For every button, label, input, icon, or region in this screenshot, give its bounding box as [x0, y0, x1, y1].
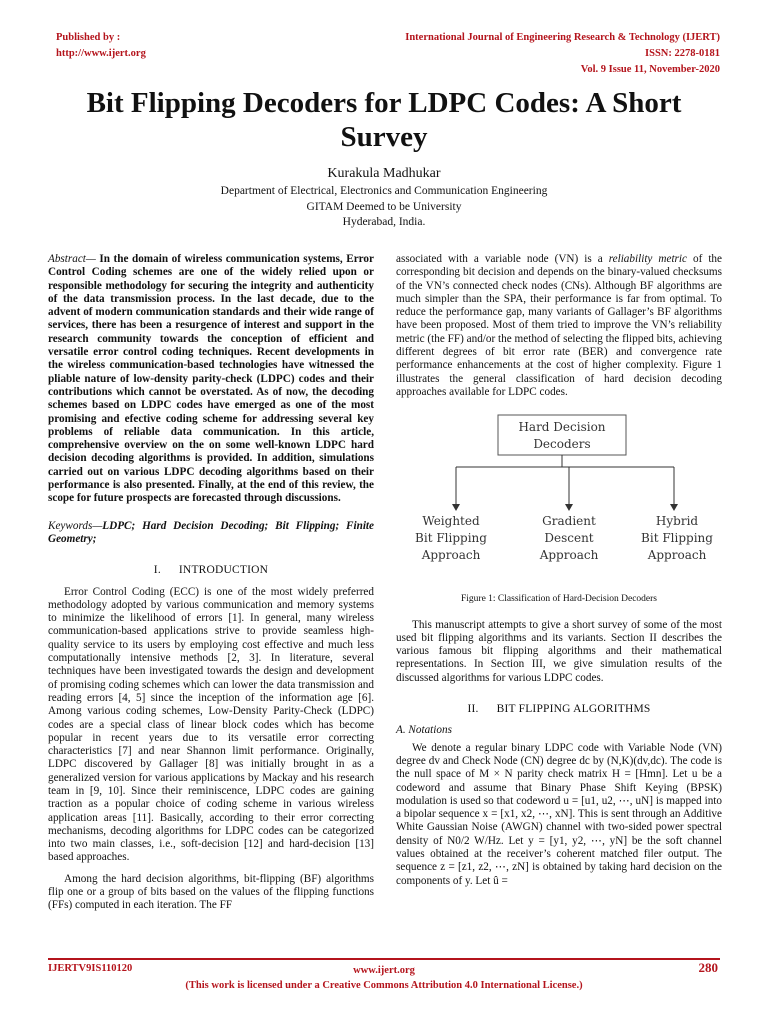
affiliation-line: Department of Electrical, Electronics and Communication Engineering [220, 185, 548, 197]
section-title: BIT FLIPPING ALGORITHMS [496, 703, 651, 716]
section-number: II. [467, 703, 479, 716]
published-by: Published by : [56, 32, 121, 43]
node-label-line: Approach [539, 548, 599, 563]
paper-id: IJERTV9IS110120 [48, 963, 133, 974]
text-run: of the corresponding bit decision and depends on the binary-valued checksums of the VN’s connected check nodes (CNs). Although BF algorithms are much simpler than the SPA, their performance is far from optimal. To reduce the performance gap, many variants of Gallager’s BF algorithms have been proposed. Most of them tried to improve the VN’s reliability metric (the FF) and/or the method of selecting the flipped bits, achieving different degrees of bit error rate (BER) and convergence rate performance enhancements at the cost of higher complexity. Figure 1 illustrates the general classification of hard decision decoding approaches available for LDPC codes. [396, 253, 722, 398]
affiliation [0, 184, 768, 231]
root-label-line: Decoders [533, 437, 591, 452]
arrow-middle [565, 504, 573, 511]
header-left [56, 30, 146, 62]
keywords [48, 520, 374, 547]
arrow-right [670, 504, 678, 511]
volume-issue: Vol. 9 Issue 11, November-2020 [580, 64, 720, 75]
section-heading-bit-flipping [396, 703, 722, 716]
paper-title: Bit Flipping Decoders for LDPC Codes: A Short Survey [86, 87, 682, 153]
node-label-line: Gradient [542, 514, 596, 529]
affiliation-line: GITAM Deemed to be University [306, 200, 462, 213]
notations-paragraph: We denote a regular binary LDPC code with Variable Node (VN) degree dv and Check Node (CN) degree dc by (N,K)(dv,dc). The code is the null space of M × N parity check matrix H = [Hmn]. Let u be a codeword and assume that Binary Phase Shift Keying (BPSK) modulation is used so that codeword u = [u1, u2, ⋯, uN] is mapped into a bipolar sequence x = [x1, x2, ⋯, xN]. This is sent through an Additive White Gaussian Noise (AWGN) channel with two-sided power spectral density of N0/2 W/Hz. Let y = [y1, y2, ⋯, yN] be the soft channel values obtained at the receiver’s coherent matched filer output. The sequence z = [z1, z2, ⋯, zN] is obtained by taking hard decision on the components of y. Let û = [396, 741, 722, 887]
abstract-text: In the domain of wireless communication systems, Error Control Coding schemes are one of the widely relied upon or responsible methodology for securing the integrity and authenticity of the data transmission process. In the last decade, due to the advent of modern communication standards and their wide range of services, there has been a resurgence of interest and support in the research community towards the conception of efficient and versatile error control coding techniques. Recent developments in the wireless communication-based technologies have witnessed the pliable nature of low-density parity-check (LDPC) codes and their contributions which cannot be overstated. As of now, the decoding schemes based on LDPC codes have emerged as one of the most promising and efective coding scheme for addressing several key problems of reliable data communication. In this article, comprehensive overview on the on some well-known LDPC hard decision decoding algorithms is provided. In addition, simulations carried out on various LDPC decoding algorithms based on their performance is also presented. Finally, at the end of this review, the scope for future prospects are forecasted through discussions. [48, 253, 374, 505]
section-title: INTRODUCTION [178, 564, 269, 577]
text-run: associated with a variable node (VN) is a [396, 253, 609, 265]
page-number: 280 [698, 960, 718, 975]
footer-divider [48, 958, 720, 960]
figure-caption: Figure 1: Classification of Hard-Decision Decoders [460, 594, 658, 605]
abstract-label: Abstract— [48, 253, 96, 265]
left-column [48, 253, 374, 921]
italic-term: reliability metric [608, 253, 687, 265]
abstract [48, 253, 374, 506]
section-heading-introduction [48, 564, 374, 577]
section-number: I. [153, 564, 161, 577]
subsection-notations: A. Notations [396, 724, 452, 737]
right-paragraph-2: This manuscript attempts to give a short survey of some of the most used bit flipping algorithms and its variants. Section II describes the various famous bit flipping algorithms and their mathematical representations. In Section III, we give simulation results of the discussed algorithms for various LDPC codes. [396, 618, 722, 684]
header-right [405, 30, 720, 78]
node-label-line: Descent [544, 531, 594, 546]
right-paragraph-1 [396, 253, 722, 399]
author-name: Kurakula Madhukar [327, 166, 441, 181]
keywords-label: Keywords— [48, 519, 103, 532]
classification-diagram [396, 413, 722, 587]
journal-name: International Journal of Engineering Research & Technology (IJERT) [405, 32, 720, 43]
node-label-line: Bit Flipping [641, 531, 713, 546]
node-label-line: Weighted [422, 514, 480, 529]
issn: ISSN: 2278-0181 [645, 48, 720, 59]
license-note: (This work is licensed under a Creative Commons Attribution 4.0 International License.) [185, 980, 583, 991]
root-label [498, 419, 626, 453]
intro-paragraph-1: Error Control Coding (ECC) is one of the most widely preferred methodology adopted by various communication and memory systems to minimize the likelihood of errors [1]. In general, many wireless communication-based applications strive to provide seamless high-quality service to its users by employing cost effective and much less computationally intensive methods [2, 3]. In literature, several techniques have been investigated towards the design and development of promising coding schemes which can lower the data transmission and reading errors [4, 5] since the inception of the information age [6]. Among various coding schemes, Low-Density Parity-Check (LDPC) codes are a special class of linear block codes which has become popular in recent years due to its versatile error correcting characteristics [7] and near Shannon limit performance. Originally, LDPC discovered by Gallager [8] was initially brought in as a generalized version for various applications by Mackay and his research team in [9, 10]. Since their reminiscence, LDPC codes are gaining traction as a popular choice of coding scheme in various wireless application areas [11]. Basically, according to their error correcting mechanisms, decoding algorithms for LDPC codes can be categorized into two main classes, i.e., soft-decision [12] and hard-decision [13] based approaches. [48, 585, 374, 864]
gradient-descent-label [524, 513, 614, 564]
node-label-line: Hybrid [655, 514, 699, 529]
affiliation-line: Hyderabad, India. [342, 216, 426, 228]
keywords-text: LDPC; Hard Decision Decoding; Bit Flipping; Finite Geometry; [48, 519, 374, 545]
node-label-line: Bit Flipping [415, 531, 487, 546]
arrow-left [452, 504, 460, 511]
right-column [396, 253, 722, 896]
node-label-line: Approach [421, 548, 481, 563]
footer-url[interactable]: www.ijert.org [353, 965, 415, 976]
journal-url[interactable]: http://www.ijert.org [56, 48, 146, 59]
node-label-line: Approach [647, 548, 707, 563]
footer-center [0, 963, 768, 993]
root-label-line: Hard Decision [518, 420, 606, 435]
weighted-bf-label [406, 513, 496, 564]
intro-paragraph-2: Among the hard decision algorithms, bit-flipping (BF) algorithms flip one or a group of bits based on the values of the flipping functions (FFs) computed in each iteration. The FF [48, 872, 374, 912]
hybrid-bf-label [632, 513, 722, 564]
